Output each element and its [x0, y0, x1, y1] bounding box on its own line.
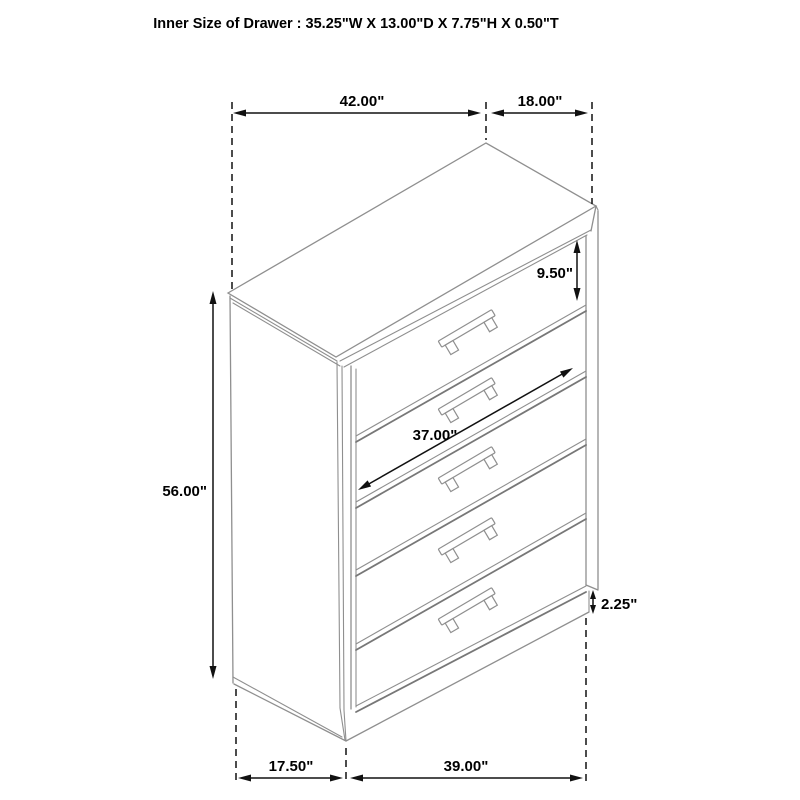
- arrowhead-left: [238, 775, 251, 782]
- dimension-top-width: [232, 93, 486, 289]
- arrowhead-lower-left: [358, 480, 371, 490]
- dim-label-top-width: 42.00": [339, 93, 385, 110]
- drawer-handle-1: [438, 310, 501, 357]
- dim-label-drawer-front-width: 37.00": [412, 427, 458, 444]
- dim-label-bottom-depth: 17.50": [268, 758, 314, 775]
- dim-label-top-drawer-height: 9.50": [536, 265, 573, 282]
- top-bevel-side-line2: [233, 303, 340, 366]
- arrowhead-left: [491, 110, 504, 117]
- base-plinth: [233, 591, 589, 741]
- top-panel-outline: [228, 143, 596, 357]
- left-back-edge: [230, 296, 233, 683]
- arrowhead-right: [468, 110, 481, 117]
- top-bevel-front-line2: [344, 235, 587, 367]
- top-corner-bevel: [591, 206, 596, 231]
- dim-label-height: 56.00": [162, 483, 207, 500]
- arrowhead-down: [210, 666, 217, 679]
- dimension-bottom-width: [350, 618, 586, 783]
- arrowhead-upper-right: [560, 368, 573, 378]
- dimension-bottom-depth: [236, 689, 346, 783]
- arrowhead-up: [210, 291, 217, 304]
- arrowhead-up: [590, 590, 596, 599]
- dim-label-base-height: 2.25": [601, 596, 638, 613]
- drawer-handle-5: [438, 588, 501, 635]
- front-left-corner-side-edge2: [342, 366, 344, 710]
- arrowhead-left: [233, 110, 246, 117]
- dim-label-top-depth: 18.00": [517, 93, 563, 110]
- dimension-height: [162, 291, 216, 679]
- arrowhead-down: [590, 605, 596, 614]
- arrowhead-left: [350, 775, 363, 782]
- arrowhead-right: [330, 775, 343, 782]
- top-corner-edge: [596, 206, 598, 210]
- drawer-handle-3: [438, 447, 501, 494]
- top-bevel-front-line: [340, 230, 591, 361]
- drawer-handle-2: [438, 378, 501, 425]
- arrowhead-right: [570, 775, 583, 782]
- arrowhead-down: [574, 288, 581, 301]
- dimension-top-depth: [491, 93, 592, 204]
- dimension-top-drawer-height: [537, 240, 581, 301]
- dimension-base-height: [590, 590, 637, 614]
- page-title: Inner Size of Drawer : 35.25"W X 13.00"D X 7.75"H X 0.50"T: [153, 16, 559, 32]
- top-bevel-side-line: [230, 298, 337, 361]
- front-left-corner-side-edge: [337, 362, 340, 708]
- dim-label-bottom-width: 39.00": [443, 758, 489, 775]
- right-stile-bottom-cut: [586, 585, 598, 590]
- arrowhead-right: [575, 110, 588, 117]
